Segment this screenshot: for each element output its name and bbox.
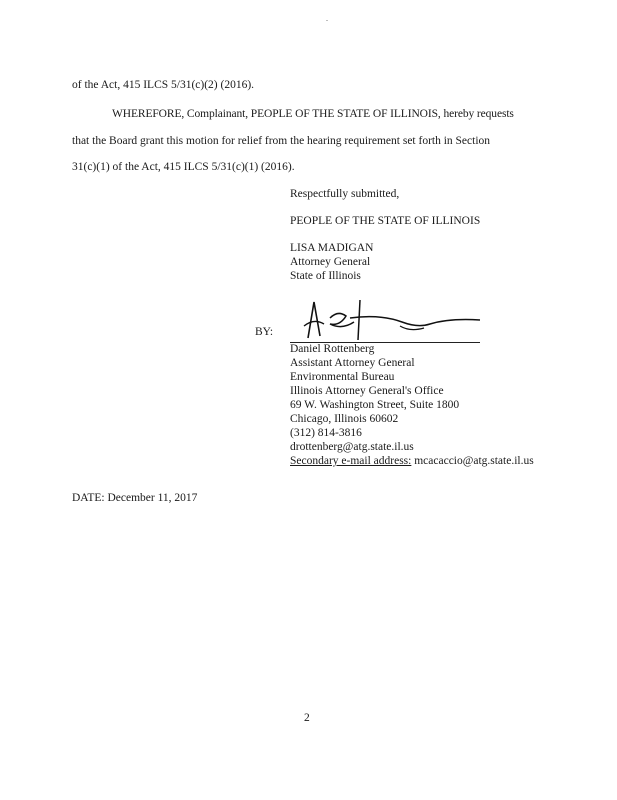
- wherefore-line-1: WHEREFORE, Complainant, PEOPLE OF THE STATE OF ILLINOIS, hereby requests: [112, 108, 514, 120]
- ag-title: Attorney General: [290, 256, 371, 268]
- signer-city: Chicago, Illinois 60602: [290, 413, 399, 425]
- continued-line: of the Act, 415 ILCS 5/31(c)(2) (2016).: [72, 79, 255, 91]
- secondary-email: mcacaccio@atg.state.il.us: [414, 455, 534, 467]
- secondary-email-label: Secondary e-mail address:: [290, 455, 412, 467]
- signer-name: Daniel Rottenberg: [290, 343, 375, 355]
- secondary-email-line: [290, 454, 534, 468]
- handwritten-signature: [290, 296, 490, 344]
- by-label: BY:: [255, 326, 274, 338]
- wherefore-line-3: 31(c)(1) of the Act, 415 ILCS 5/31(c)(1) (2016).: [72, 161, 295, 173]
- signer-bureau: Environmental Bureau: [290, 371, 395, 383]
- signer-phone: (312) 814-3816: [290, 427, 362, 439]
- scan-speck: .: [326, 14, 328, 23]
- signer-email: drottenberg@atg.state.il.us: [290, 441, 414, 453]
- date-line: DATE: December 11, 2017: [72, 492, 198, 504]
- signer-street: 69 W. Washington Street, Suite 1800: [290, 399, 460, 411]
- ag-name: LISA MADIGAN: [290, 242, 374, 254]
- signer-office: Illinois Attorney General's Office: [290, 385, 444, 397]
- closing: Respectfully submitted,: [290, 188, 400, 200]
- wherefore-line-2: that the Board grant this motion for relief from the hearing requirement set forth in Section: [72, 135, 491, 147]
- party-name: PEOPLE OF THE STATE OF ILLINOIS: [290, 215, 481, 227]
- page-number: 2: [304, 712, 310, 724]
- signer-title: Assistant Attorney General: [290, 357, 415, 369]
- ag-state: State of Illinois: [290, 270, 361, 282]
